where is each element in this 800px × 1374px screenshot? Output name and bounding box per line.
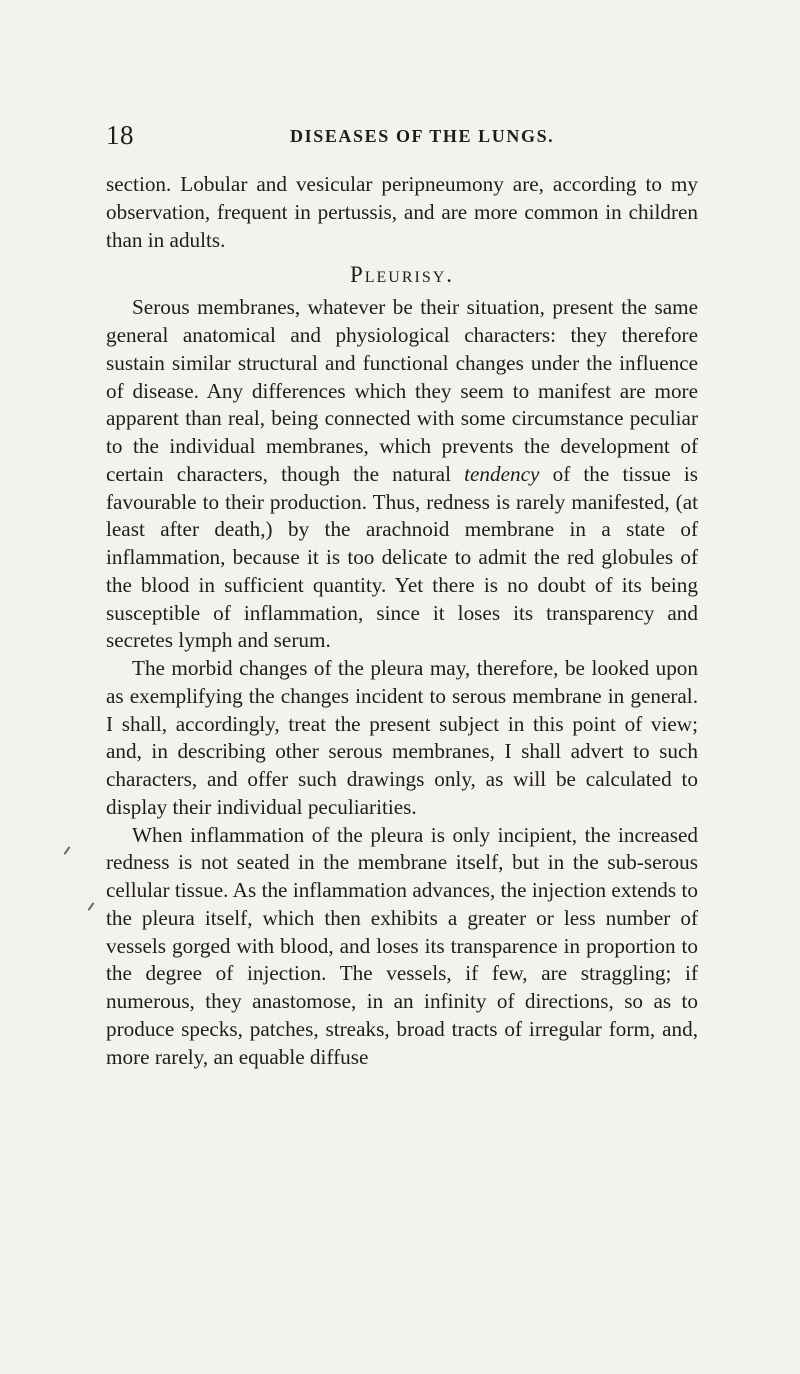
paragraph-incipient-inflammation: When inflammation of the pleura is only incipient, the increased redness is not seated in the membrane itself, but in the sub-serous cellular tissue. As the inflammation advances, the injection extends to the pleura itself, which then exhibits a greater or less number of vessels gorged with blood, and loses its transparence in proportion to the degree of injection. The vessels, if few, are straggling; if numerous, they anastomose, in an infinity of directions, so as to produce specks, patches, streaks, broad tracts of irregular form, and, more rarely, an equable diffuse (106, 822, 698, 1069)
margin-pencil-mark (88, 902, 95, 911)
running-title: DISEASES OF THE LUNGS. (290, 126, 555, 146)
paragraph-morbid-changes: The morbid changes of the pleura may, therefore, be looked upon as exemplifying the changes incident to serous membrane in general. I shall, accordingly, treat the present subject in this point of view; and, in describing other serous membranes, I shall advert to such characters, and offer such drawings only, as will be calculated to display their individual peculiarities. (106, 656, 698, 819)
page-number: 18 (106, 120, 134, 150)
paragraph-continuation: section. Lobular and vesicular peripneumony are, according to my observation, frequent in pertussis, and are more common in children than in adults. (106, 172, 698, 252)
paragraph-serous-membranes (106, 294, 698, 655)
emphasis-tendency: tendency (464, 461, 540, 486)
body-text (106, 171, 698, 1071)
margin-pencil-mark (64, 846, 71, 855)
section-heading-pleurisy: Pleurisy. (349, 262, 455, 288)
running-head (106, 120, 698, 150)
paragraph-text-part: of the tissue is favourable to their production. Thus, redness is rarely manifested, (at least after death,) by the arachnoid membrane in a state of inflammation, because it is too delicate to admit the red globules of the blood in sufficient quantity. Yet there is no doubt of its being susceptible of inflammation, since it loses its transparency and secretes lymph and serum. (106, 461, 698, 653)
paragraph-text-part: Serous membranes, whatever be their situation, present the same general anatomical and physiological characters: they therefore sustain similar structural and functional changes under the influence of disease. Any differences which they seem to manifest are more apparent than real, being connected with some circumstance peculiar to the individual membranes, which prevents the development of certain characters, though the natural (106, 295, 698, 486)
